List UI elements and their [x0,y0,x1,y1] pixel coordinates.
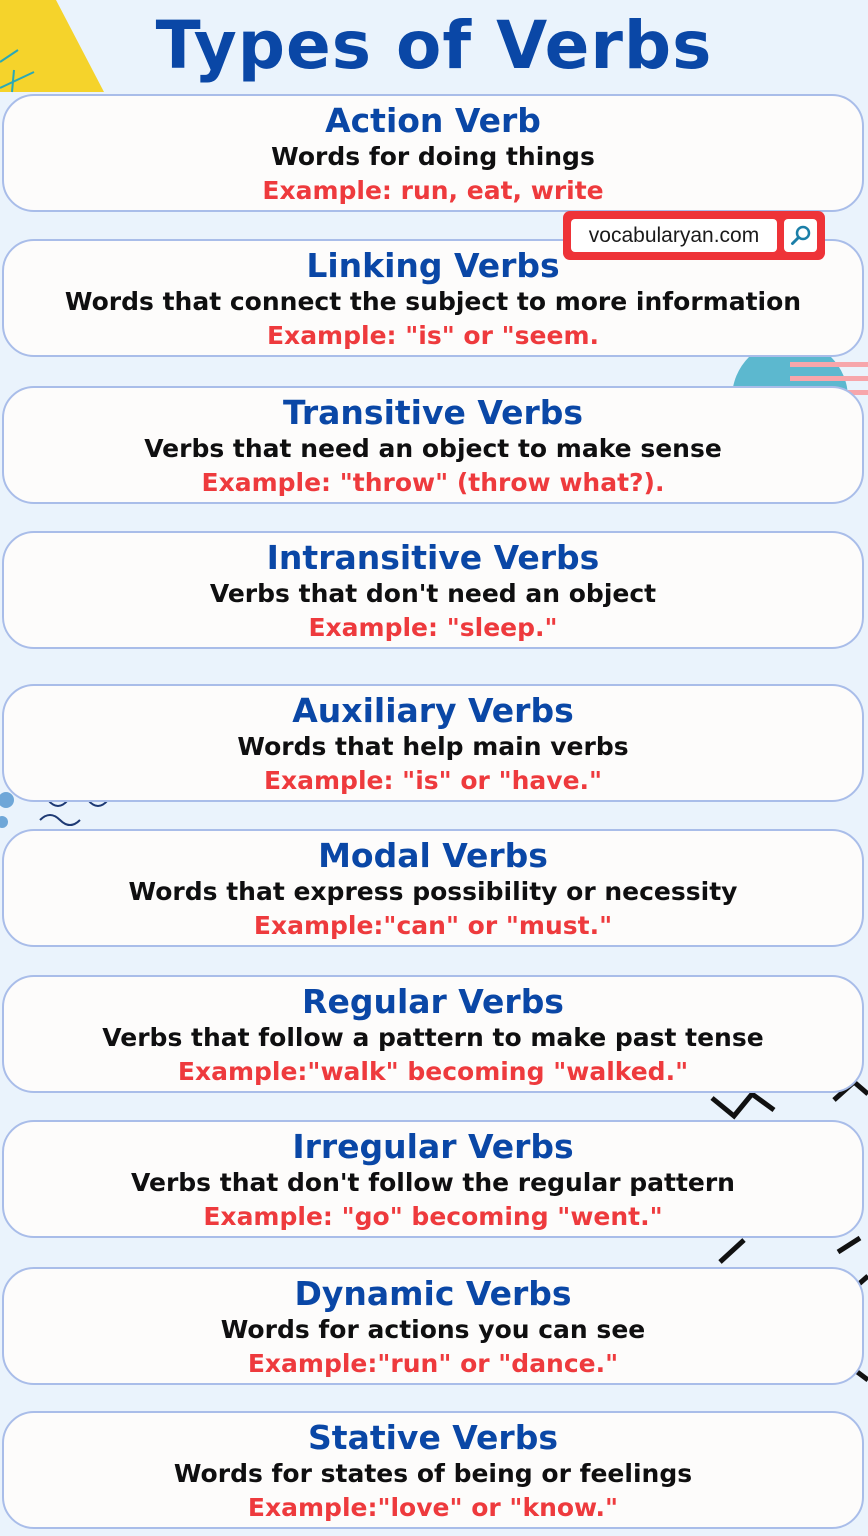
website-url[interactable]: vocabularyan.com [571,219,777,252]
card-description: Verbs that don't need an object [209,579,657,608]
card-description: Words for states of being or feelings [173,1459,693,1488]
verb-card-modal [2,829,864,947]
card-heading: Intransitive Verbs [266,538,600,577]
search-button[interactable] [784,219,817,252]
verb-card-dynamic [2,1267,864,1385]
card-example: Example:"can" or "must." [253,911,613,940]
card-example: Example: "throw" (throw what?). [201,468,665,497]
card-example: Example:"walk" becoming "walked." [177,1057,689,1086]
card-description: Words that express possibility or necessity [128,877,738,906]
card-heading: Dynamic Verbs [294,1274,572,1313]
website-badge[interactable] [563,211,825,260]
card-heading: Stative Verbs [308,1418,558,1457]
verb-card-stative [2,1411,864,1529]
verb-card-regular [2,975,864,1093]
card-description: Words that help main verbs [237,732,629,761]
card-description: Verbs that don't follow the regular pattern [131,1168,735,1197]
card-heading: Action Verb [325,101,541,140]
card-example: Example:"love" or "know." [247,1493,619,1522]
card-description: Words for actions you can see [220,1315,646,1344]
card-heading: Transitive Verbs [283,393,583,432]
card-heading: Linking Verbs [306,246,560,285]
card-description: Verbs that follow a pattern to make past tense [102,1023,764,1052]
verb-card-transitive [2,386,864,504]
card-heading: Irregular Verbs [292,1127,574,1166]
card-example: Example:"run" or "dance." [247,1349,619,1378]
card-example: Example: "is" or "seem. [266,321,600,350]
verb-card-intransitive [2,531,864,649]
verb-card-irregular [2,1120,864,1238]
verb-card-action [2,94,864,212]
card-example: Example: "go" becoming "went." [203,1202,663,1231]
card-heading: Auxiliary Verbs [292,691,574,730]
card-example: Example: "sleep." [308,613,558,642]
verb-card-auxiliary [2,684,864,802]
card-description: Words for doing things [271,142,595,171]
search-icon [784,219,817,252]
card-heading: Regular Verbs [302,982,564,1021]
page-title: Types of Verbs [155,7,713,84]
card-example: Example: "is" or "have." [263,766,603,795]
card-example: Example: run, eat, write [262,176,604,205]
card-heading: Modal Verbs [318,836,548,875]
card-description: Verbs that need an object to make sense [144,434,722,463]
card-description: Words that connect the subject to more information [64,287,802,316]
